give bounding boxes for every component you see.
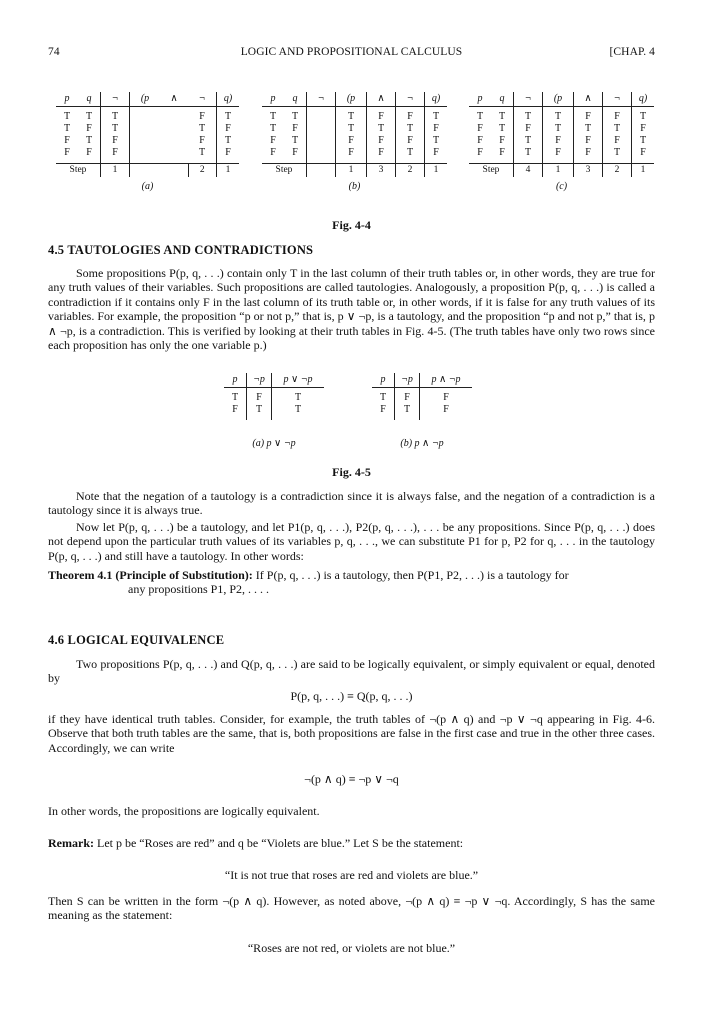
truth-table bbox=[224, 373, 324, 420]
table-cell: T bbox=[269, 111, 277, 122]
table-cell: T bbox=[396, 147, 425, 164]
truth-table-4-4b bbox=[262, 92, 447, 192]
table-cell bbox=[307, 147, 336, 164]
step-number bbox=[130, 164, 189, 178]
table-cell: F bbox=[574, 147, 603, 164]
table-cell: T bbox=[543, 107, 574, 124]
table-cell: F bbox=[64, 135, 70, 146]
table-cell: F bbox=[188, 107, 217, 124]
truth-table-4-5b bbox=[372, 373, 472, 449]
table-cell: T bbox=[247, 404, 272, 420]
remark-label: Remark: bbox=[48, 836, 94, 850]
table-cell: T bbox=[284, 135, 307, 147]
table-cell: T bbox=[336, 107, 367, 124]
theorem-continuation: any propositions P1, P2, . . . . bbox=[128, 582, 270, 597]
section-heading-4-6: 4.6 LOGICAL EQUIVALENCE bbox=[48, 633, 225, 647]
table-cell: T bbox=[432, 135, 440, 146]
table-cell: T bbox=[284, 107, 307, 124]
table-cell bbox=[307, 123, 336, 135]
step-number: 1 bbox=[425, 164, 448, 178]
column-header: ¬ bbox=[307, 92, 336, 107]
table-cell: T bbox=[514, 135, 543, 147]
step-number: 1 bbox=[543, 164, 574, 178]
column-header: p ∧ ¬p bbox=[420, 373, 473, 388]
table-cell: F bbox=[247, 388, 272, 405]
table-cell bbox=[130, 107, 161, 124]
table-cell: F bbox=[336, 147, 367, 164]
step-label: Step bbox=[262, 164, 307, 178]
column-header: p bbox=[224, 373, 247, 388]
remark bbox=[48, 836, 655, 850]
table-cell: T bbox=[63, 123, 71, 134]
table-cell: F bbox=[367, 107, 396, 124]
step-number: 3 bbox=[367, 164, 396, 178]
table-cell: T bbox=[336, 123, 367, 135]
paragraph-substitution: Now let P(p, q, . . .) be a tautology, and let P1(p, q, . . .), P2(p, q, . . .), . . . be any propositions. Since P(p, q, . . .) does not depend upon the particular truth values of its variables p, q, . . ., we can substitute P1 for p, P2 for q, . . . in the tautology P(p, q, . . .) and still have a tautology. In other words: bbox=[48, 520, 655, 563]
table-cell: F bbox=[433, 147, 439, 158]
table-cell: T bbox=[432, 111, 440, 122]
table-caption: (b) p ∧ ¬p bbox=[400, 438, 444, 449]
table-cell: F bbox=[433, 123, 439, 134]
section-heading-4-5: 4.5 TAUTOLOGIES AND CONTRADICTIONS bbox=[48, 243, 314, 257]
table-cell: F bbox=[367, 135, 396, 147]
table-cell: T bbox=[78, 135, 101, 147]
table-cell: F bbox=[396, 107, 425, 124]
table-cell bbox=[130, 135, 161, 147]
table-cell: F bbox=[574, 107, 603, 124]
table-cell bbox=[160, 147, 188, 164]
table-cell: T bbox=[574, 123, 603, 135]
column-header: p ∨ ¬p bbox=[272, 373, 325, 388]
step-number: 3 bbox=[574, 164, 603, 178]
figure-label-4-4: Fig. 4-4 bbox=[332, 218, 371, 232]
table-cell: F bbox=[225, 147, 231, 158]
table-cell: T bbox=[294, 404, 302, 415]
step-number: 4 bbox=[514, 164, 543, 178]
column-header: ¬ bbox=[514, 92, 543, 107]
truth-table-4-4c bbox=[469, 92, 654, 192]
column-header: q bbox=[284, 92, 307, 107]
column-header: ¬ bbox=[188, 92, 217, 107]
table-cell: T bbox=[294, 392, 302, 403]
table-cell: F bbox=[101, 135, 130, 147]
table-cell: T bbox=[639, 111, 647, 122]
table-caption: (b) bbox=[348, 181, 361, 192]
table-cell: T bbox=[603, 147, 632, 164]
table-cell: T bbox=[63, 111, 71, 122]
step-number: 1 bbox=[632, 164, 655, 178]
truth-table bbox=[262, 92, 447, 177]
column-header: q) bbox=[425, 92, 448, 107]
theorem-4-1 bbox=[48, 568, 655, 597]
column-header: p bbox=[56, 92, 78, 107]
table-cell: F bbox=[188, 135, 217, 147]
table-cell: F bbox=[477, 135, 483, 146]
equation-de-morgan: ¬(p ∧ q) ≡ ¬p ∨ ¬q bbox=[304, 772, 399, 786]
quote-not-red: “Roses are not red, or violets are not blue.” bbox=[247, 941, 456, 955]
truth-table bbox=[372, 373, 472, 420]
theorem-title: Theorem 4.1 (Principle of Substitution): bbox=[48, 568, 253, 582]
table-cell: F bbox=[367, 147, 396, 164]
column-header: (p bbox=[130, 92, 161, 107]
table-cell: T bbox=[396, 123, 425, 135]
table-cell bbox=[160, 107, 188, 124]
quote-roses-violets: “It is not true that roses are red and violets are blue.” bbox=[224, 868, 479, 882]
theorem-text: If P(p, q, . . .) is a tautology, then P(P1, P2, . . .) is a tautology for bbox=[255, 568, 569, 582]
table-cell: T bbox=[514, 107, 543, 124]
column-header: ¬p bbox=[395, 373, 420, 388]
table-cell: F bbox=[284, 147, 307, 164]
table-cell: F bbox=[640, 123, 646, 134]
table-cell: F bbox=[284, 123, 307, 135]
step-number: 1 bbox=[336, 164, 367, 178]
truth-table bbox=[469, 92, 654, 177]
table-cell: F bbox=[477, 123, 483, 134]
table-cell: T bbox=[543, 123, 574, 135]
column-header: q bbox=[491, 92, 514, 107]
step-number: 2 bbox=[603, 164, 632, 178]
table-cell: T bbox=[188, 123, 217, 135]
paragraph-tautologies: Some propositions P(p, q, . . .) contain only T in the last column of their truth tables or, in other words, they are true for any truth values of their variables. Such propositions are called tautologies. Analogously, a proposition P(p, q, . . .) is called a contradiction if it contains only F in the last column of its truth table or, in other words, if it is false for any truth values of its variables. For example, the proposition “p or not p,” that is, p ∨ ¬p, is a tautology, and the proposition “p and not p,” that is, p ∧ ¬p, is a contradiction. This is verified by looking at their truth tables in Fig. 4-5. (The truth tables have only two rows since each proposition has only the one variable p.) bbox=[48, 266, 655, 353]
table-cell: F bbox=[396, 135, 425, 147]
table-cell: T bbox=[224, 135, 232, 146]
column-header: ¬ bbox=[101, 92, 130, 107]
table-cell: T bbox=[269, 123, 277, 134]
table-cell: F bbox=[270, 147, 276, 158]
table-cell: F bbox=[640, 147, 646, 158]
table-cell: F bbox=[491, 135, 514, 147]
table-cell: F bbox=[543, 135, 574, 147]
paragraph-logically-equivalent: In other words, the propositions are logically equivalent. bbox=[48, 804, 320, 818]
page-number: 74 bbox=[48, 46, 60, 58]
paragraph-s-form: Then S can be written in the form ¬(p ∧ q). However, as noted above, ¬(p ∧ q) ≡ ¬p ∨ ¬q. Accordingly, S has the same meaning as the statement: bbox=[48, 894, 655, 923]
paragraph-negation: Note that the negation of a tautology is a contradiction since it is always false, and the negation of a contradiction is a tautology since it is always true. bbox=[48, 489, 655, 518]
column-header: ¬ bbox=[396, 92, 425, 107]
column-header: (p bbox=[543, 92, 574, 107]
table-cell: F bbox=[224, 404, 247, 420]
table-cell bbox=[160, 135, 188, 147]
column-header: q bbox=[78, 92, 101, 107]
table-cell: F bbox=[64, 147, 70, 158]
table-cell bbox=[130, 147, 161, 164]
table-cell: T bbox=[395, 404, 420, 420]
column-header: ∧ bbox=[367, 92, 396, 107]
column-header: q) bbox=[632, 92, 655, 107]
table-cell: F bbox=[270, 135, 276, 146]
truth-table-4-5a bbox=[224, 373, 324, 449]
table-cell: F bbox=[225, 123, 231, 134]
step-label: Step bbox=[469, 164, 514, 178]
column-header: p bbox=[469, 92, 491, 107]
table-cell: F bbox=[514, 123, 543, 135]
equation-equivalence: P(p, q, . . .) ≡ Q(p, q, . . .) bbox=[290, 689, 413, 703]
column-header: ¬p bbox=[247, 373, 272, 388]
table-cell: F bbox=[603, 135, 632, 147]
table-cell: F bbox=[574, 135, 603, 147]
table-cell: T bbox=[476, 111, 484, 122]
column-header: (p bbox=[336, 92, 367, 107]
table-cell bbox=[307, 135, 336, 147]
table-cell: T bbox=[491, 107, 514, 124]
table-cell: F bbox=[101, 147, 130, 164]
running-head bbox=[48, 46, 655, 62]
table-cell: T bbox=[101, 123, 130, 135]
column-header: q) bbox=[217, 92, 240, 107]
truth-table bbox=[56, 92, 239, 177]
column-header: ∧ bbox=[160, 92, 188, 107]
step-label: Step bbox=[56, 164, 101, 178]
column-header: p bbox=[372, 373, 395, 388]
column-header: ¬ bbox=[603, 92, 632, 107]
table-cell: F bbox=[78, 147, 101, 164]
step-number: 2 bbox=[396, 164, 425, 178]
step-number: 1 bbox=[101, 164, 130, 178]
table-cell: F bbox=[395, 388, 420, 405]
table-cell: T bbox=[491, 123, 514, 135]
table-cell: T bbox=[639, 135, 647, 146]
step-number: 2 bbox=[188, 164, 217, 178]
chapter-title: LOGIC AND PROPOSITIONAL CALCULUS bbox=[240, 46, 463, 58]
table-cell: T bbox=[78, 107, 101, 124]
table-cell: F bbox=[443, 392, 449, 403]
column-header: p bbox=[262, 92, 284, 107]
paragraph-equivalence: Two propositions P(p, q, . . .) and Q(p, q, . . .) are said to be logically equivalent, or simply equivalent or equal, denoted by bbox=[48, 657, 655, 686]
table-cell: T bbox=[101, 107, 130, 124]
column-header: ∧ bbox=[574, 92, 603, 107]
table-cell: T bbox=[188, 147, 217, 164]
table-caption: (a) p ∨ ¬p bbox=[252, 438, 296, 449]
truth-table-4-4a bbox=[56, 92, 239, 192]
chapter-number: [CHAP. 4 bbox=[609, 46, 655, 58]
table-caption: (a) bbox=[141, 181, 154, 192]
step-number: 1 bbox=[217, 164, 240, 178]
table-cell: F bbox=[477, 147, 483, 158]
table-cell: T bbox=[367, 123, 396, 135]
table-cell: F bbox=[443, 404, 449, 415]
table-cell bbox=[130, 123, 161, 135]
table-cell: T bbox=[224, 388, 247, 405]
table-cell: T bbox=[224, 111, 232, 122]
figure-label-4-5: Fig. 4-5 bbox=[332, 465, 371, 479]
remark-text: Let p be “Roses are red” and q be “Violets are blue.” Let S be the statement: bbox=[96, 836, 464, 850]
table-cell: F bbox=[78, 123, 101, 135]
table-cell: F bbox=[543, 147, 574, 164]
table-cell: F bbox=[372, 404, 395, 420]
table-cell: F bbox=[491, 147, 514, 164]
paragraph-truth-tables: if they have identical truth tables. Consider, for example, the truth tables of ¬(p ∧ q) and ¬p ∨ ¬q appearing in Fig. 4-6. Observe that both truth tables are the same, that is, both propositions are false in the first case and true in the other three cases. Accordingly, we can write bbox=[48, 712, 655, 755]
table-cell: F bbox=[603, 107, 632, 124]
table-cell: F bbox=[336, 135, 367, 147]
table-cell: T bbox=[372, 388, 395, 405]
table-cell bbox=[307, 107, 336, 124]
table-cell bbox=[160, 123, 188, 135]
table-caption: (c) bbox=[555, 181, 568, 192]
step-number bbox=[307, 164, 336, 178]
table-cell: T bbox=[514, 147, 543, 164]
table-cell: T bbox=[603, 123, 632, 135]
